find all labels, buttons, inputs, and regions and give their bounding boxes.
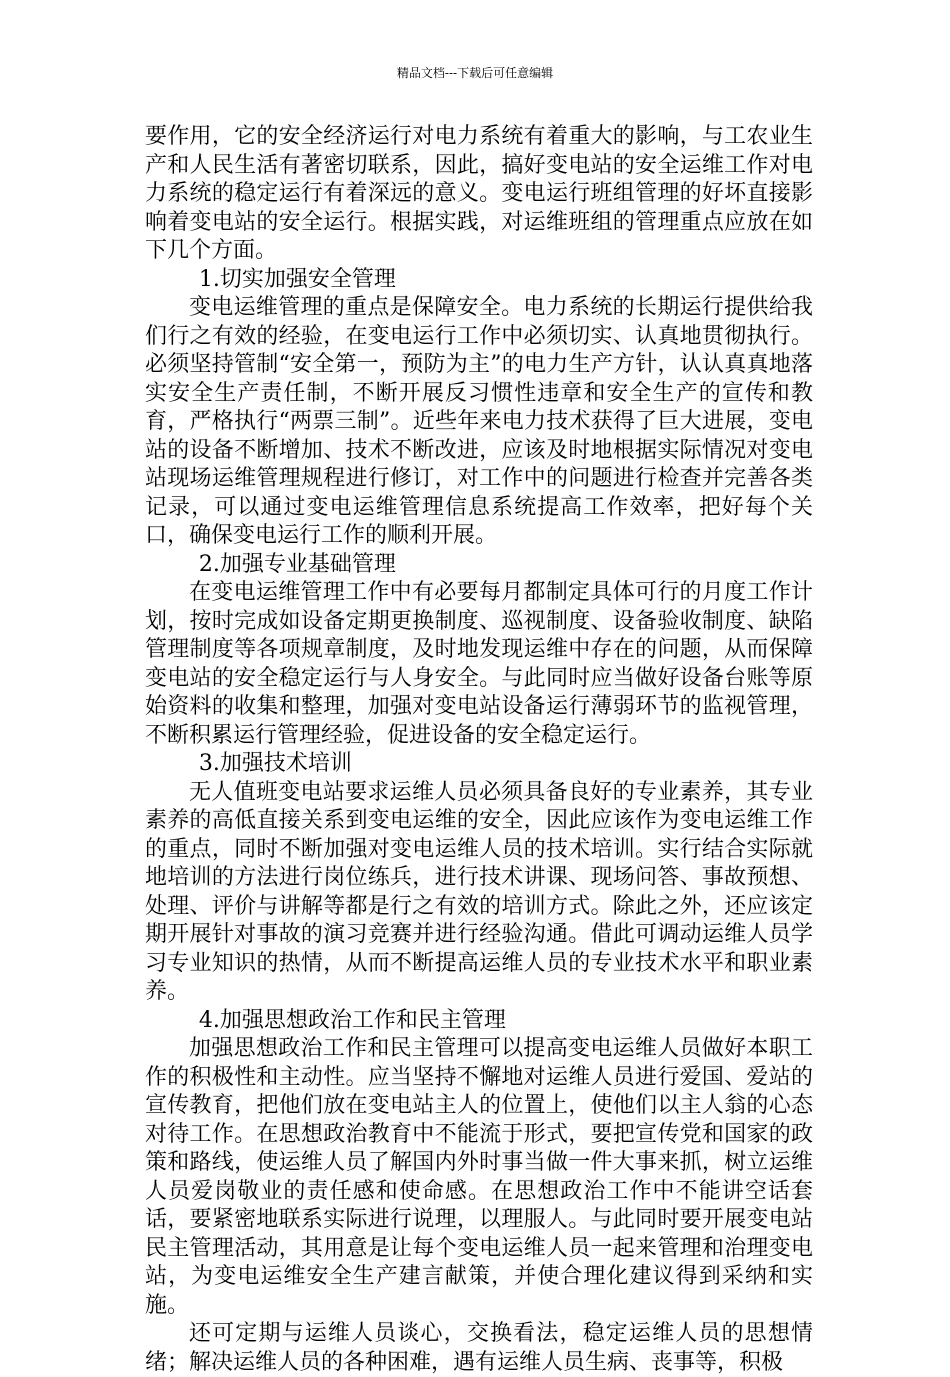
- paragraph: 变电运维管理的重点是保障安全。电力系统的长期运行提供给我们行之有效的经验，在变电运行工作中必须切实、认真地贯彻执行。必须坚持管制“安全第一，预防为主”的电力生产方针，认认真真地落实安全生产责任制，不断开展反习惯性违章和安全生产的宣传和教育，严格执行“两票三制”。近些年来电力技术获得了巨大进展，变电站的设备不断增加、技术不断改进，应该及时地根据实际情况对变电站现场运维管理规程进行修订，对工作中的问题进行检查并完善各类记录，可以通过变电运维管理信息系统提高工作效率，把好每个关口，确保变电运行工作的顺利开展。: [145, 295, 813, 548]
- paragraph: 在变电运维管理工作中有必要每月都制定具体可行的月度工作计划，按时完成如设备定期更换制度、巡视制度、设备验收制度、缺陷管理制度等各项规章制度，及时地发现运维中存在的问题，从而保障变电站的安全稳定运行与人身安全。与此同时应当做好设备台账等原始资料的收集和整理，加强对变电站设备运行薄弱环节的监视管理，不断积累运行管理经验，促进设备的安全稳定运行。: [145, 580, 813, 748]
- section-heading: 3.加强技术培训: [198, 751, 352, 776]
- paragraph: 加强思想政治工作和民主管理可以提高变电运维人员做好本职工作的积极性和主动性。应当坚持不懈地对运维人员进行爱国、爱站的宣传教育，把他们放在变电站主人的位置上，使他们以主人翁的心态对待工作。在思想政治教育中不能流于形式，要把宣传党和国家的政策和路线，使运维人员了解国内外时事当做一件大事来抓，树立运维人员爱岗敬业的责任感和使命感。在思想政治工作中不能讲空话套话，要紧密地联系实际进行说理，以理服人。与此同时要开展变电站民主管理活动，其用意是让每个变电运维人员一起来管理和治理变电站，为变电运维安全生产建言献策，并使合理化建议得到采纳和实施。: [145, 1036, 813, 1318]
- paragraph: 还可定期与运维人员谈心，交换看法，稳定运维人员的思想情绪；解决运维人员的各种困难，遇有运维人员生病、丧事等，积极: [145, 1321, 813, 1375]
- page-header: 精品文档---下载后可任意编辑: [396, 66, 554, 80]
- paragraph: 无人值班变电站要求运维人员必须具备良好的专业素养，其专业素养的高低直接关系到变电运维的安全，因此应该作为变电运维工作的重点，同时不断加强对变电运维人员的技术培训。实行结合实际就地培训的方法进行岗位练兵，进行技术讲课、现场问答、事故预想、处理、评价与讲解等都是行之有效的培训方式。除此之外，还应该定期开展针对事故的演习竞赛并进行经验沟通。借此可调动运维人员学习专业知识的热情，从而不断提高运维人员的专业技术水平和职业素养。: [145, 779, 813, 1004]
- paragraph: 要作用，它的安全经济运行对电力系统有着重大的影响，与工农业生产和人民生活有著密切联系，因此，搞好变电站的安全运维工作对电力系统的稳定运行有着深远的意义。变电运行班组管理的好坏直接影响着变电站的安全运行。根据实践，对运维班组的管理重点应放在如下几个方面。: [145, 124, 813, 263]
- section-heading: 4.加强思想政治工作和民主管理: [198, 1007, 506, 1033]
- section-heading: 1.切实加强安全管理: [198, 266, 396, 292]
- section-heading: 2.加强专业基础管理: [198, 551, 396, 577]
- document-body: [145, 123, 813, 1377]
